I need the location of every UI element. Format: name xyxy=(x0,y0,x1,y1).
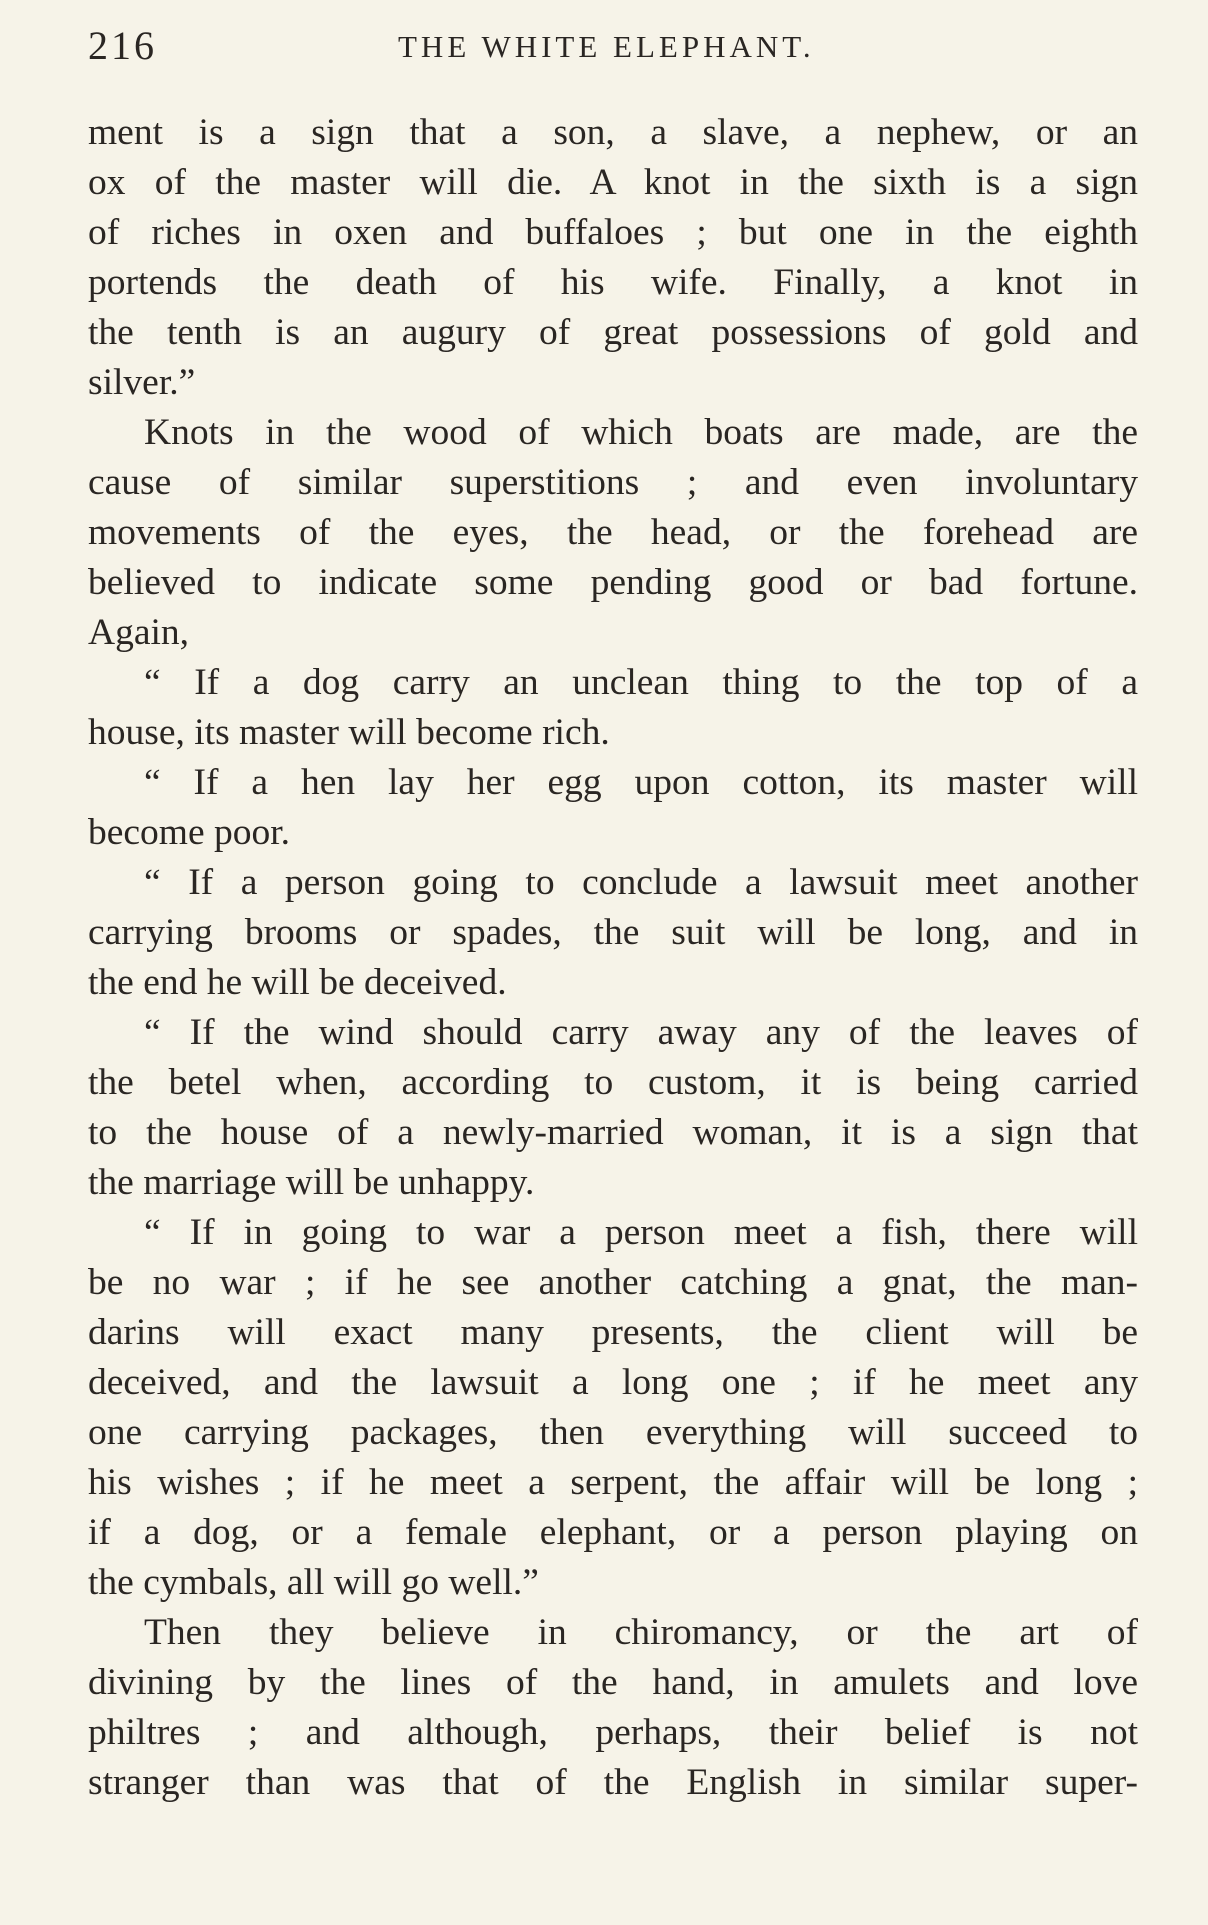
text-line: the end he will be deceived. xyxy=(88,962,507,1003)
text-line: house, its master will become rich. xyxy=(88,712,610,753)
paragraph xyxy=(88,1008,1138,1208)
text-line: the tenth is an augury of great possessions of gold and xyxy=(88,312,1138,353)
text-line: the betel when, according to custom, it is being carried xyxy=(88,1062,1138,1103)
paragraph xyxy=(88,1608,1138,1808)
text-line: of riches in oxen and buffaloes ; but one in the eighth xyxy=(88,212,1138,253)
text-line: darins will exact many presents, the client will be xyxy=(88,1312,1138,1353)
text-line: be no war ; if he see another catching a gnat, the man- xyxy=(88,1262,1138,1303)
body-text xyxy=(88,108,1138,1808)
text-line: his wishes ; if he meet a serpent, the affair will be long ; xyxy=(88,1462,1138,1503)
paragraph xyxy=(88,408,1138,658)
paragraph xyxy=(88,1208,1138,1608)
text-line: “ If the wind should carry away any of the leaves of xyxy=(144,1012,1138,1053)
text-line: Again, xyxy=(88,612,190,653)
text-line: divining by the lines of the hand, in amulets and love xyxy=(88,1662,1138,1703)
page-number: 216 xyxy=(88,23,157,68)
text-line: cause of similar superstitions ; and even involuntary xyxy=(88,462,1138,503)
paragraph xyxy=(88,108,1138,408)
running-title: THE WHITE ELEPHANT. xyxy=(398,29,815,64)
text-line: carrying brooms or spades, the suit will be long, and in xyxy=(88,912,1138,953)
paragraph xyxy=(88,858,1138,1008)
text-line: believed to indicate some pending good or bad fortune. xyxy=(88,562,1138,603)
text-line: silver.” xyxy=(88,362,196,403)
text-line: “ If a dog carry an unclean thing to the top of a xyxy=(144,662,1138,703)
text-line: “ If in going to war a person meet a fish, there will xyxy=(144,1212,1138,1253)
text-line: stranger than was that of the English in similar super- xyxy=(88,1762,1138,1803)
text-line: one carrying packages, then everything will succeed to xyxy=(88,1412,1138,1453)
text-line: “ If a hen lay her egg upon cotton, its master will xyxy=(144,762,1138,803)
text-line: the marriage will be unhappy. xyxy=(88,1162,535,1203)
running-head xyxy=(88,22,1133,72)
paragraph xyxy=(88,658,1138,758)
text-line: Knots in the wood of which boats are made, are the xyxy=(144,412,1138,453)
text-line: ox of the master will die. A knot in the sixth is a sign xyxy=(88,162,1138,203)
text-line: Then they believe in chiromancy, or the art of xyxy=(144,1612,1138,1653)
text-line: ment is a sign that a son, a slave, a nephew, or an xyxy=(88,112,1138,153)
text-line: philtres ; and although, perhaps, their belief is not xyxy=(88,1712,1138,1753)
text-line: “ If a person going to conclude a lawsuit meet another xyxy=(144,862,1138,903)
text-line: deceived, and the lawsuit a long one ; if he meet any xyxy=(88,1362,1138,1403)
text-line: if a dog, or a female elephant, or a person playing on xyxy=(88,1512,1138,1553)
text-line: the cymbals, all will go well.” xyxy=(88,1562,539,1603)
text-line: become poor. xyxy=(88,812,291,853)
text-line: to the house of a newly-married woman, it is a sign that xyxy=(88,1112,1138,1153)
text-line: portends the death of his wife. Finally, a knot in xyxy=(88,262,1138,303)
text-line: movements of the eyes, the head, or the forehead are xyxy=(88,512,1138,553)
paragraph xyxy=(88,758,1138,858)
